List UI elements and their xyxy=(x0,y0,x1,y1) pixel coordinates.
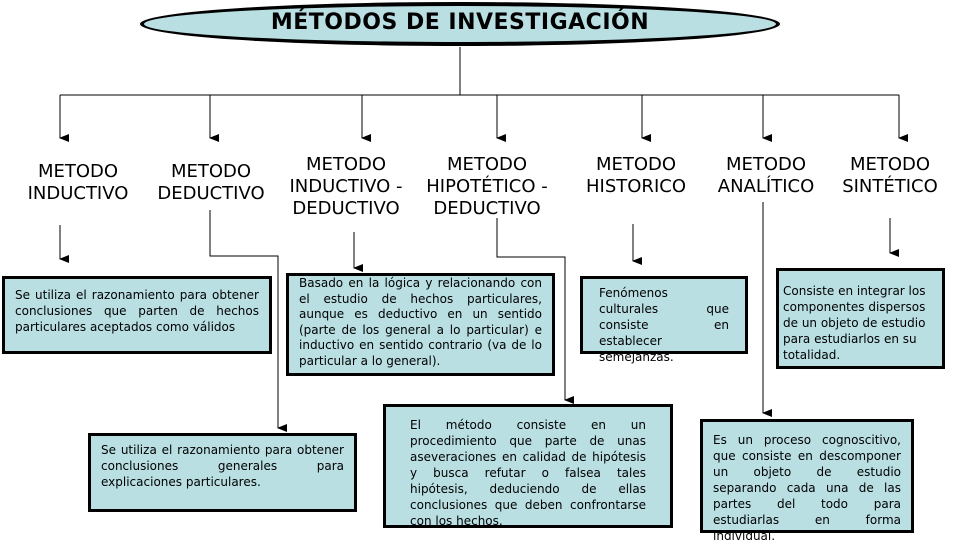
box-deductivo: Se utiliza el razonamiento para obtener conclusiones generales para explicaciones particulares. xyxy=(88,433,357,512)
heading-analitico: METODO ANALÍTICO xyxy=(717,154,815,197)
box-sintetico: Consiste en integrar los componentes dispersos de un objeto de estudio para estudiarlos en su totalidad. xyxy=(776,268,945,369)
heading-inductivo: METODO INDUCTIVO xyxy=(27,161,129,204)
heading-inductivo-deductivo: METODO INDUCTIVO - DEDUCTIVO xyxy=(289,154,403,219)
diagram-title: MÉTODOS DE INVESTIGACIÓN xyxy=(270,9,650,35)
heading-sintetico: METODO SINTÉTICO xyxy=(842,154,938,197)
box-hipotetico-deductivo: El método consiste en un procedimiento que parte de unas aseveraciones en calidad de hipótesis y busca refutar o falsea tales hipótesis, deduciendo de ellas conclusiones que deben confrontarse con los hechos. xyxy=(383,404,673,528)
box-inductivo-deductivo: Basado en la lógica y relacionando con el estudio de hechos particulares, aunque es deductivo en un sentido (parte de los general a lo particular) e inductivo en sentido contrario (va de lo particular a lo general). xyxy=(286,273,555,376)
box-analitico: Es un proceso cognoscitivo, que consiste en descomponer un objeto de estudio separando cada una de las partes del todo para estudiarlas en forma individual. xyxy=(700,419,914,533)
box-inductivo: Se utiliza el razonamiento para obtener conclusiones que parten de hechos particulares aceptados como válidos xyxy=(2,276,272,354)
heading-historico: METODO HISTORICO xyxy=(586,154,686,197)
box-historico: Fenómenos culturales que consiste en establecer semejanzas. xyxy=(580,276,748,354)
title-ellipse xyxy=(140,2,780,46)
heading-hipotetico-deductivo: METODO HIPOTÉTICO - DEDUCTIVO xyxy=(426,154,548,219)
heading-deductivo: METODO DEDUCTIVO xyxy=(157,161,265,204)
